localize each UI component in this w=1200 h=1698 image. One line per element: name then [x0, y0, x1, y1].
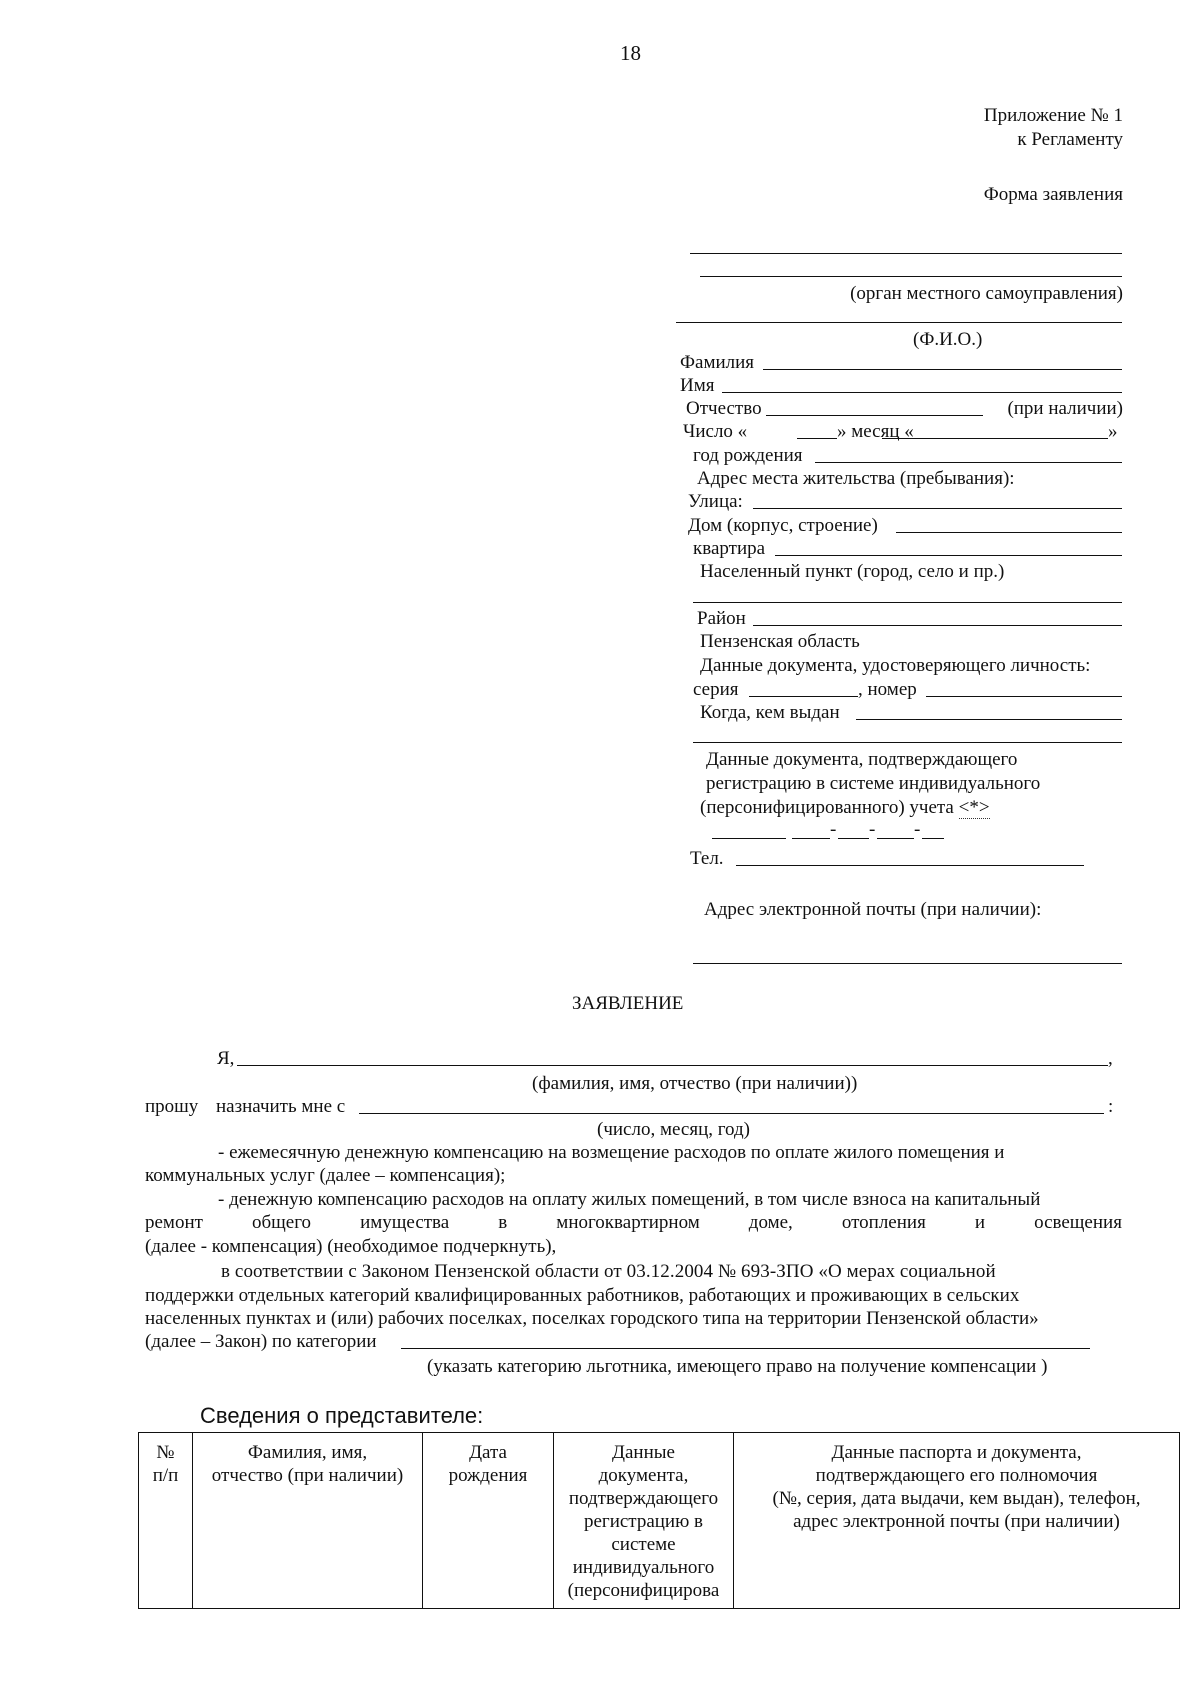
surname-label: Фамилия	[680, 352, 755, 373]
apartment-label: квартира	[693, 538, 766, 559]
reg-doc-label-3: (персонифицированного) учета <*>	[700, 797, 990, 818]
snils-part-1[interactable]	[712, 838, 786, 839]
assign-colon: :	[1108, 1096, 1114, 1117]
snils-dash-3: -	[914, 819, 921, 840]
column-header	[554, 1433, 734, 1609]
street-field[interactable]	[753, 508, 1122, 509]
settlement-field[interactable]	[693, 602, 1122, 603]
table-header-row	[139, 1433, 1180, 1609]
column-header	[139, 1433, 193, 1609]
house-field[interactable]	[896, 532, 1122, 533]
issued-field[interactable]	[856, 719, 1122, 720]
phone-label: Тел.	[690, 848, 724, 869]
street-label: Улица:	[688, 491, 743, 512]
issued-label: Когда, кем выдан	[700, 702, 840, 723]
fio-comma: ,	[1108, 1048, 1113, 1069]
authority-line-2[interactable]	[700, 276, 1122, 277]
fio-caption-statement: (фамилия, имя, отчество (при наличии))	[532, 1073, 858, 1094]
assign-label: назначить мне с	[216, 1096, 346, 1117]
birth-year-label: год рождения	[693, 445, 803, 466]
snils-part-3[interactable]	[838, 838, 869, 839]
email-field[interactable]	[693, 963, 1122, 964]
name-label: Имя	[680, 375, 715, 396]
word: отопления	[841, 1212, 926, 1233]
word: имущества	[360, 1212, 450, 1233]
form-title: Форма заявления	[983, 184, 1123, 205]
word: ремонт	[145, 1212, 203, 1233]
word: доме,	[748, 1212, 793, 1233]
i-label: Я,	[217, 1048, 235, 1069]
column-header-text: Дата рождения	[448, 1442, 528, 1486]
option-2-line-2	[145, 1211, 1122, 1234]
column-header-text: Данные документа, подтверждающего регистрацию в системе индивидуального (персонифицирова	[567, 1442, 720, 1601]
authority-line-1[interactable]	[690, 253, 1122, 254]
birth-day-label: Число «	[683, 421, 748, 442]
number-field[interactable]	[926, 696, 1122, 697]
id-document-label: Данные документа, удостоверяющего личность:	[700, 655, 1091, 676]
snils-part-5[interactable]	[922, 838, 944, 839]
region-label: Пензенская область	[700, 631, 860, 652]
option-2-line-1[interactable]: - денежную компенсацию расходов на оплату жилых помещений, в том числе взноса на капитальный	[218, 1189, 1041, 1210]
patronymic-note: (при наличии)	[1007, 398, 1123, 419]
column-header-text: Фамилия, имя, отчество (при наличии)	[211, 1442, 404, 1486]
district-label: Район	[697, 608, 746, 629]
snils-dash-1: -	[830, 819, 837, 840]
footnote-link[interactable]: <*>	[958, 797, 990, 818]
representative-table	[138, 1432, 1180, 1609]
law-line-3: населенных пунктах и (или) рабочих поселках, поселках городского типа на территории Пензенской области»	[145, 1308, 1039, 1329]
address-label: Адрес места жительства (пребывания):	[697, 468, 1015, 489]
series-field[interactable]	[749, 696, 858, 697]
regulation-label: к Регламенту	[1017, 129, 1123, 150]
word: освещения	[1034, 1212, 1122, 1233]
number-label: , номер	[858, 679, 917, 700]
category-field[interactable]	[401, 1348, 1090, 1349]
column-header	[734, 1433, 1180, 1609]
date-caption: (число, месяц, год)	[597, 1119, 751, 1140]
law-line-4: (далее – Закон) по категории	[145, 1331, 377, 1352]
applicant-fio-field[interactable]	[237, 1065, 1108, 1066]
option-2-line-3: (далее - компенсация) (необходимое подчеркнуть),	[145, 1236, 557, 1257]
representative-title: Сведения о представителе:	[200, 1403, 484, 1428]
column-header	[423, 1433, 554, 1609]
law-line-2: поддержки отдельных категорий квалифицированных работников, работающих и проживающих в сельских	[145, 1285, 1020, 1306]
apartment-field[interactable]	[775, 555, 1122, 556]
page-number: 18	[620, 41, 641, 65]
snils-dash-2: -	[869, 819, 876, 840]
appendix-label: Приложение № 1	[983, 105, 1123, 126]
birth-month-end: »	[1108, 421, 1118, 442]
word: многоквартирном	[556, 1212, 700, 1233]
column-header-text: Данные паспорта и документа, подтверждающего его полномочия (№, серия, дата выдачи, кем выдан), телефон, адрес электронной почты (при наличии)	[772, 1442, 1141, 1532]
surname-field[interactable]	[763, 369, 1122, 370]
word: и	[974, 1212, 986, 1233]
house-label: Дом (корпус, строение)	[688, 515, 878, 536]
birth-day-field[interactable]	[797, 438, 837, 439]
option-1-line-2: коммунальных услуг (далее – компенсация);	[145, 1165, 506, 1186]
snils-part-2[interactable]	[792, 838, 830, 839]
word: общего	[251, 1212, 312, 1233]
column-header-text: № п/п	[152, 1442, 179, 1486]
reg-doc-label-1: Данные документа, подтверждающего	[706, 749, 1018, 770]
authority-caption: (орган местного самоуправления)	[850, 283, 1123, 304]
option-1-line-1[interactable]: - ежемесячную денежную компенсацию на возмещение расходов по оплате жилого помещения и	[218, 1142, 1005, 1163]
column-header	[193, 1433, 423, 1609]
settlement-label: Населенный пункт (город, село и пр.)	[700, 561, 1005, 582]
district-field[interactable]	[753, 625, 1122, 626]
assign-date-field[interactable]	[359, 1113, 1104, 1114]
phone-field[interactable]	[736, 865, 1084, 866]
series-label: серия	[693, 679, 739, 700]
email-label: Адрес электронной почты (при наличии):	[704, 899, 1042, 920]
fio-caption: (Ф.И.О.)	[913, 329, 983, 350]
category-caption: (указать категорию льготника, имеющего право на получение компенсации )	[427, 1356, 1048, 1377]
fio-line[interactable]	[676, 322, 1122, 323]
birth-month-label: » месяц «	[837, 421, 914, 442]
name-field[interactable]	[722, 392, 1122, 393]
request-label: прошу	[145, 1096, 199, 1117]
birth-year-field[interactable]	[815, 462, 1122, 463]
snils-part-4[interactable]	[877, 838, 914, 839]
birth-month-field[interactable]	[882, 438, 1108, 439]
patronymic-label: Отчество	[686, 398, 762, 419]
word: в	[498, 1212, 508, 1233]
issued-field-2[interactable]	[693, 742, 1122, 743]
reg-doc-label-2: регистрацию в системе индивидуального	[706, 773, 1041, 794]
law-line-1: в соответствии с Законом Пензенской области от 03.12.2004 № 693-ЗПО «О мерах социальной	[221, 1261, 996, 1282]
statement-title: ЗАЯВЛЕНИЕ	[572, 993, 684, 1014]
patronymic-field[interactable]	[766, 415, 983, 416]
